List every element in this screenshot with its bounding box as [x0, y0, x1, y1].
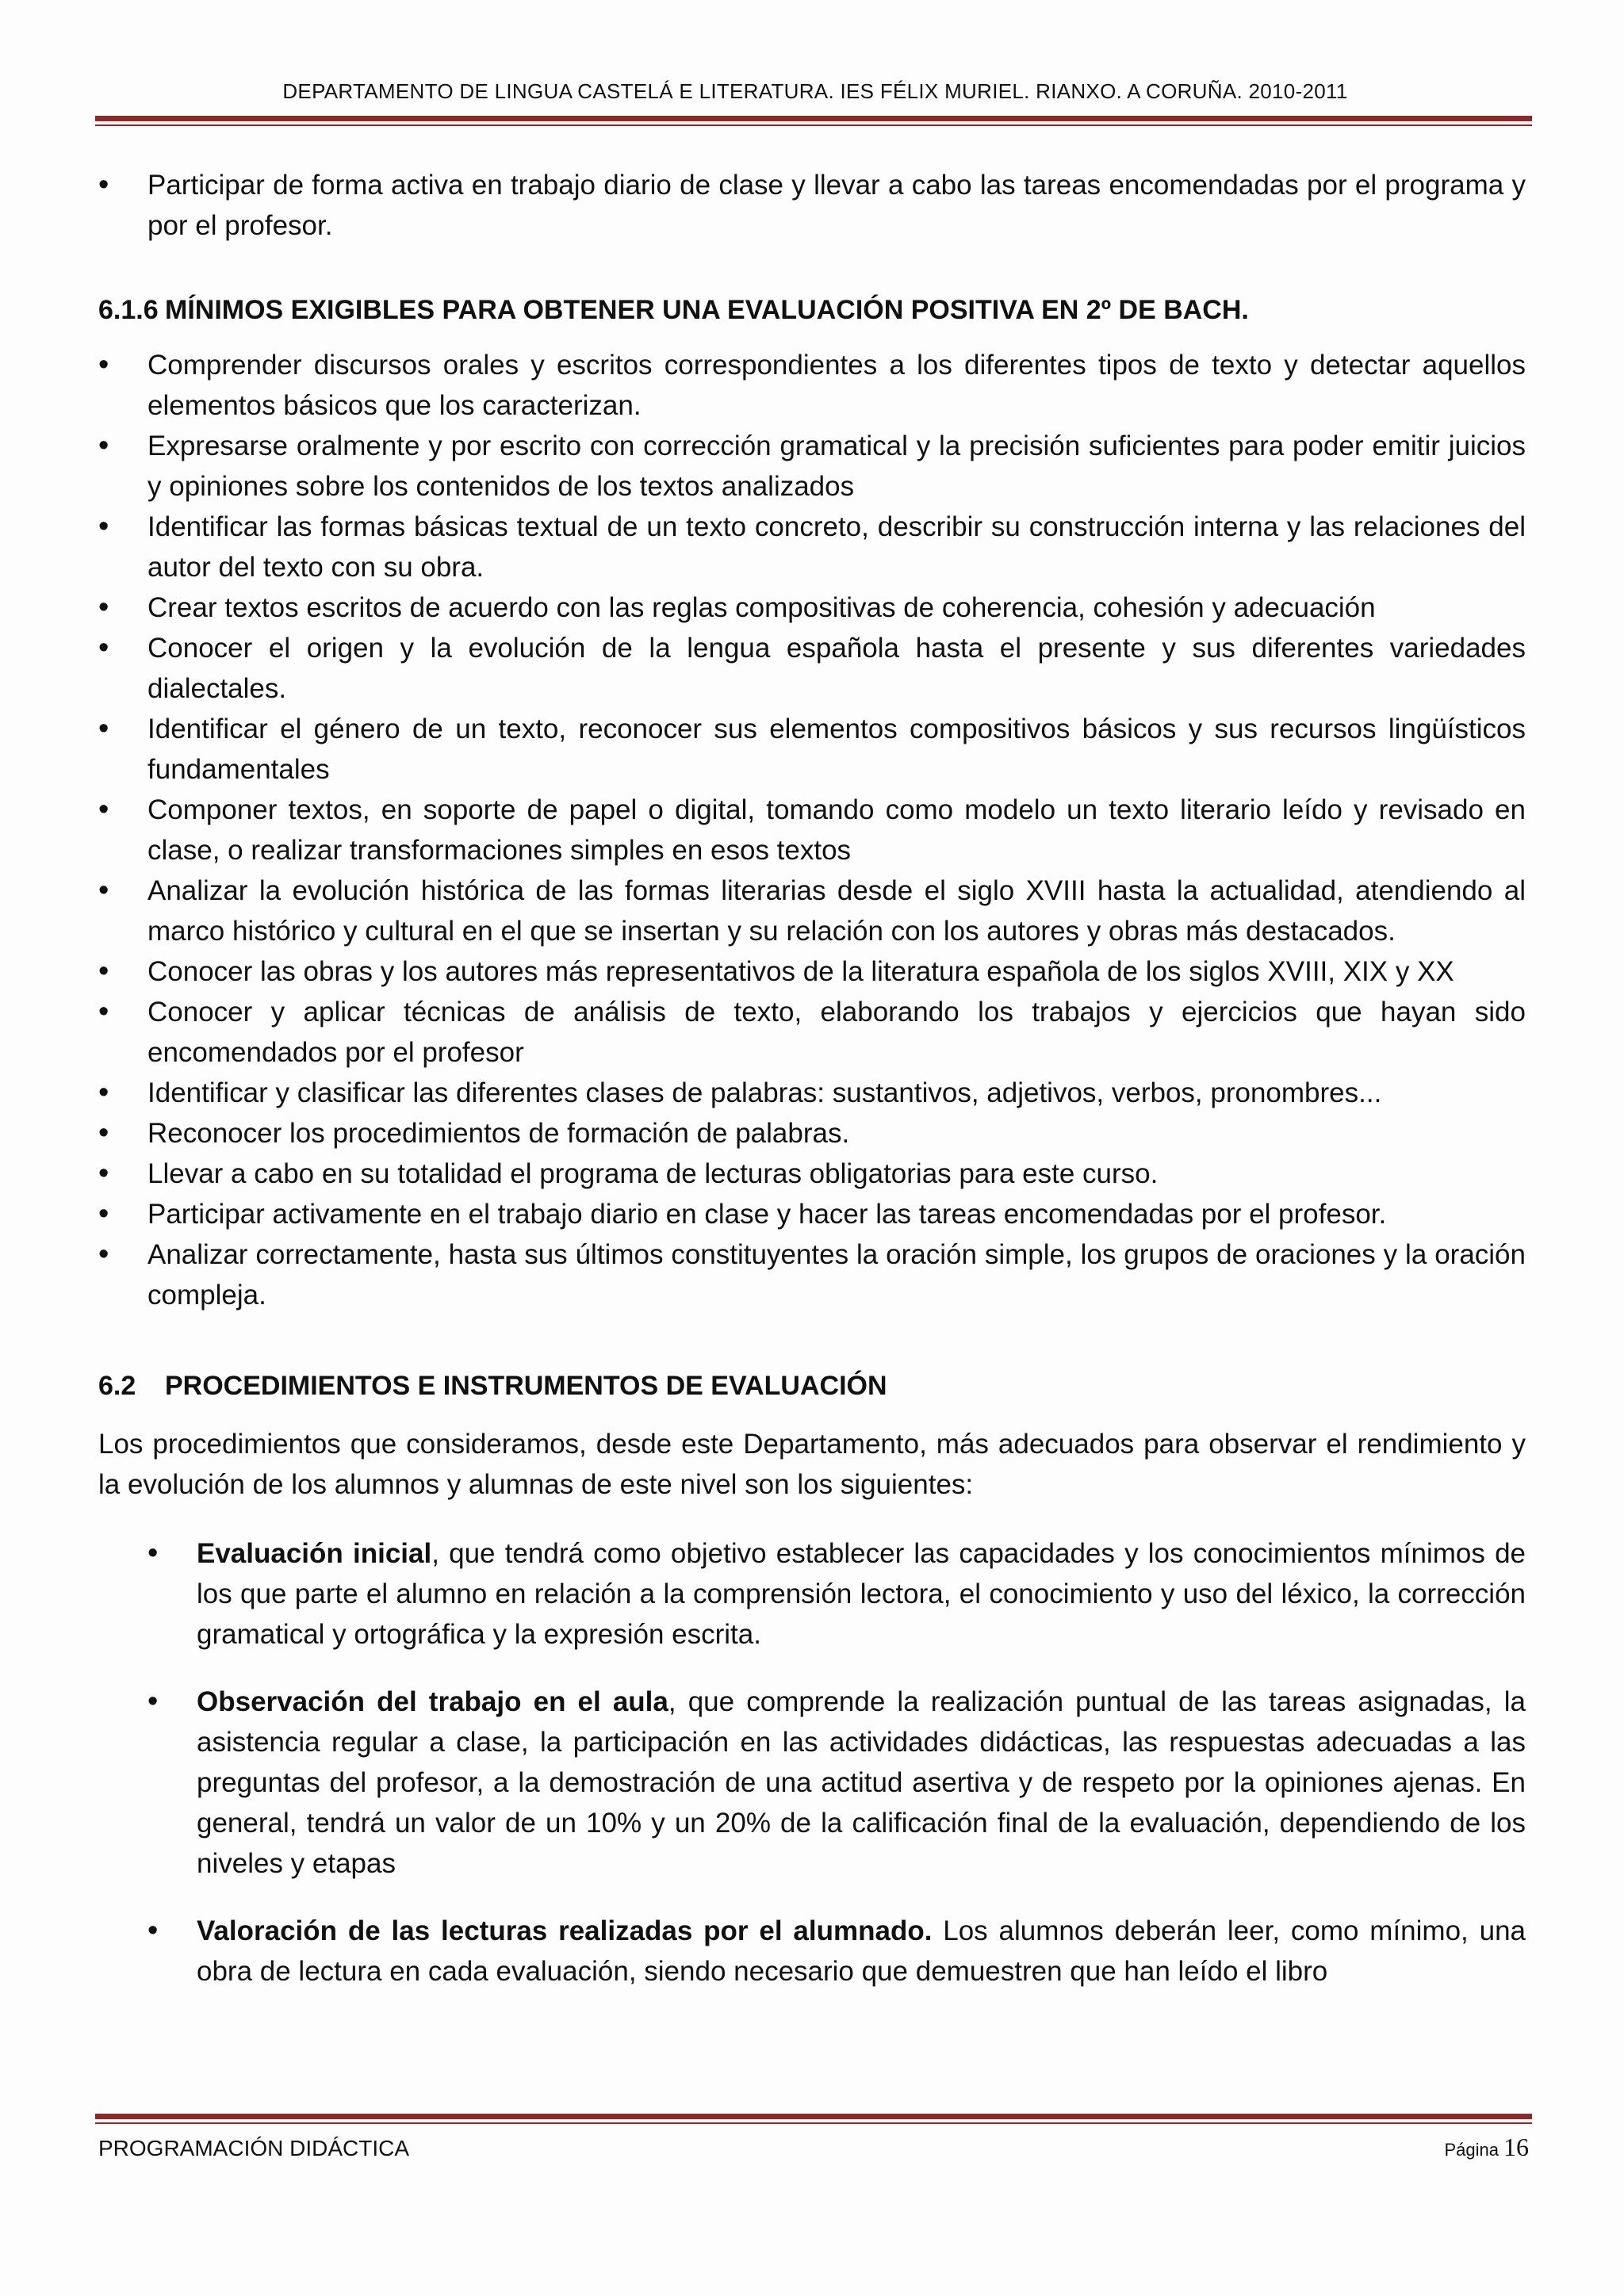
list-item: • Llevar a cabo en su totalidad el programa de lecturas obligatorias para este curso. — [98, 1154, 1526, 1194]
list-item: • Reconocer los procedimientos de formación de palabras. — [98, 1113, 1526, 1154]
list-item: • Participar activamente en el trabajo diario en clase y hacer las tareas encomendadas por el profesor. — [98, 1194, 1526, 1234]
list-item — [98, 1911, 1526, 1992]
list-item: • Identificar el género de un texto, reconocer sus elementos compositivos básicos y sus recursos lingüísticos fundamentales — [98, 709, 1526, 790]
page-content — [98, 165, 1526, 1992]
header-rule-thick — [95, 116, 1532, 121]
list-item: • Analizar correctamente, hasta sus últimos constituyentes la oración simple, los grupos de oraciones y la oración compleja. — [98, 1234, 1526, 1315]
header-rule-thin — [95, 124, 1532, 126]
list-item: • Identificar y clasificar las diferentes clases de palabras: sustantivos, adjetivos, verbos, pronombres... — [98, 1073, 1526, 1113]
list-item: • Crear textos escritos de acuerdo con las reglas compositivas de coherencia, cohesión y adecuación — [98, 587, 1526, 628]
footer-rule-thin — [95, 2122, 1532, 2124]
list-item: • Participar de forma activa en trabajo diario de clase y llevar a cabo las tareas encomendadas por el programa y por el profesor. — [98, 165, 1526, 246]
section-heading-6-2 — [98, 1366, 1526, 1406]
item-bold-term: Observación del trabajo en el aula — [197, 1686, 668, 1717]
item-bold-term: Valoración de las lecturas realizadas por el alumnado. — [197, 1915, 933, 1946]
section-intro: Los procedimientos que consideramos, desde este Departamento, más adecuados para observar el rendimiento y la evolución de los alumnos y alumnas de este nivel son los siguientes: — [98, 1429, 1526, 1500]
list-item: • Conocer el origen y la evolución de la lengua española hasta el presente y sus diferentes variedades dialectales. — [98, 628, 1526, 709]
section-number: 6.2 — [98, 1371, 136, 1401]
list-item — [98, 1682, 1526, 1884]
section-title: MÍNIMOS EXIGIBLES PARA OBTENER UNA EVALUACIÓN POSITIVA EN 2º DE BACH. — [165, 295, 1249, 325]
procedimientos-list — [98, 1533, 1526, 1992]
list-item: • Conocer y aplicar técnicas de análisis de texto, elaborando los trabajos y ejercicios que hayan sido encomendados por el profesor — [98, 992, 1526, 1073]
page-label: Página — [1444, 2140, 1499, 2160]
page-number: 16 — [1503, 2133, 1529, 2161]
list-item — [98, 1533, 1526, 1655]
item-bold-term: Evaluación inicial — [197, 1538, 432, 1569]
section-heading-6-1-6 — [98, 290, 1526, 331]
list-item: • Comprender discursos orales y escritos correspondientes a los diferentes tipos de texto y detectar aquellos elementos básicos que los caracterizan. — [98, 345, 1526, 426]
item-text: Los alumnos deberán leer, como mínimo, una obra de lectura en cada evaluación, siendo necesario que demuestren que han leído el libro — [197, 1915, 1526, 1987]
item-text: , que comprende la realización puntual de las tareas asignadas, la asistencia regular a clase, la participación en las actividades didácticas, las respuestas adecuadas a las preguntas del profesor, a la demostración de una actitud asertiva y de respeto por la opiniones ajenas. En general, tendrá un valor de un 10% y un 20% de la calificación final de la evaluación, dependiendo de los niveles y etapas — [197, 1686, 1526, 1879]
list-item: • Expresarse oralmente y por escrito con corrección gramatical y la precisión suficientes para poder emitir juicios y opiniones sobre los contenidos de los textos analizados — [98, 426, 1526, 507]
section-title: PROCEDIMIENTOS E INSTRUMENTOS DE EVALUACIÓN — [165, 1371, 887, 1401]
section-number: 6.1.6 — [98, 295, 159, 325]
page-header: DEPARTAMENTO DE LINGUA CASTELÁ E LITERATURA. IES FÉLIX MURIEL. RIANXO. A CORUÑA. 2010-2011 — [282, 79, 1348, 103]
footer-rule-thick — [95, 2114, 1532, 2119]
list-item: • Identificar las formas básicas textual de un texto concreto, describir su construcción interna y las relaciones del autor del texto con su obra. — [98, 507, 1526, 587]
list-item: • Analizar la evolución histórica de las formas literarias desde el siglo XVIII hasta la actualidad, atendiendo al marco histórico y cultural en el que se insertan y su relación con los autores y obras más destacados. — [98, 871, 1526, 951]
top-list — [98, 165, 1526, 246]
list-item: • Conocer las obras y los autores más representativos de la literatura española de los siglos XVIII, XIX y XX — [98, 951, 1526, 992]
footer-title: PROGRAMACIÓN DIDÁCTICA — [98, 2136, 410, 2160]
list-item: • Componer textos, en soporte de papel o digital, tomando como modelo un texto literario leído y revisado en clase, o realizar transformaciones simples en esos textos — [98, 790, 1526, 871]
item-text: , que tendrá como objetivo establecer las capacidades y los conocimientos mínimos de los que parte el alumno en relación a la comprensión lectora, el conocimiento y uso del léxico, la corrección gramatical y ortográfica y la expresión escrita. — [197, 1538, 1526, 1650]
minimos-list — [98, 345, 1526, 1315]
page-indicator — [1444, 2133, 1529, 2162]
